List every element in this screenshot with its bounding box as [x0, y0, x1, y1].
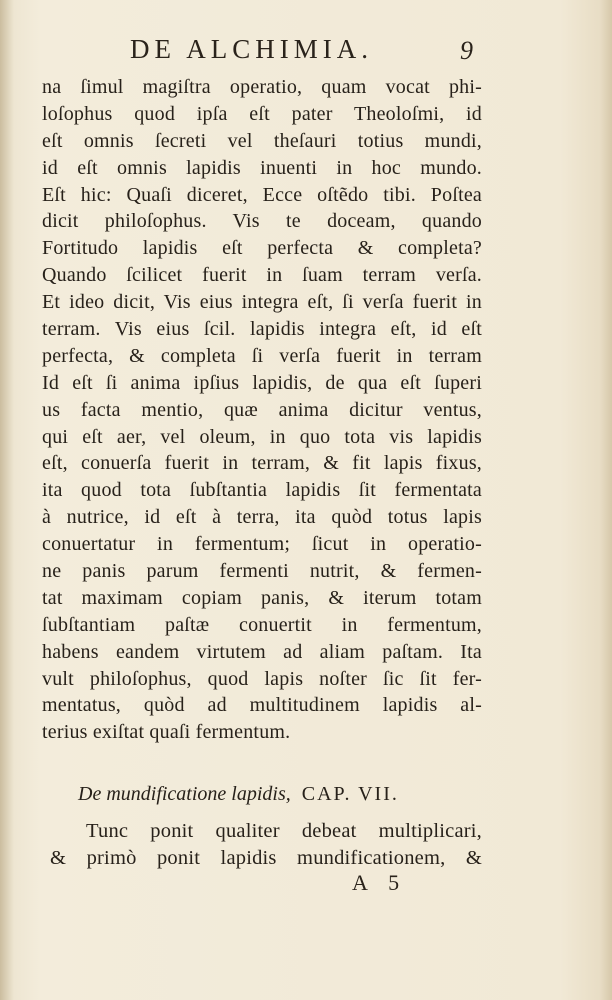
text-line: ſubſtantiam paſtæ conuertit in fermentum, [42, 613, 482, 636]
text-line: & primò ponit lapidis mundificationem, & [50, 847, 482, 869]
text-line: eſt, conuerſa fuerit in terram, & fit lapis fixus, [42, 452, 482, 475]
text-line: Et ideo dicit, Vis eius integra eſt, ſi verſa fuerit in [42, 291, 482, 314]
chapter-number: CAP. VII. [301, 783, 399, 805]
text-line: à nutrice, id eſt à terra, ita quòd totus lapis [42, 506, 482, 529]
text-line: mentatus, quòd ad multitudinem lapidis al- [42, 694, 482, 717]
chapter-title: De mundificatione lapidis, [78, 783, 291, 805]
text-line: loſophus quod ipſa eſt pater Theoloſmi, id [42, 102, 482, 125]
text-line: dicit philoſophus. Vis te doceam, quando [42, 210, 482, 233]
text-line: id eſt omnis lapidis inuenti in hoc mundo. [42, 156, 482, 179]
text-line: ne panis parum fermenti nutrit, & fermen- [42, 560, 482, 583]
text-line: tat maximam copiam panis, & iterum totam [42, 586, 482, 609]
page-header [0, 34, 612, 74]
text-line: Eſt hic: Quaſi diceret, Ecce oſtẽdo tibi. Poſtea [42, 183, 482, 206]
body-text [42, 74, 482, 746]
text-line: vult philoſophus, quod lapis noſter ſic ſit fer- [42, 667, 482, 690]
text-line: Quando ſcilicet fuerit in ſuam terram verſa. [42, 264, 482, 287]
running-head: DE ALCHIMIA. [130, 34, 373, 64]
text-line: na ſimul magiſtra operatio, quam vocat phi- [42, 76, 482, 98]
text-line: Tunc ponit qualiter debeat multiplicari, [86, 820, 482, 842]
chapter-heading [78, 780, 478, 808]
text-line: ita quod tota ſubſtantia lapidis ſit fermentata [42, 479, 482, 502]
text-line: Fortitudo lapidis eſt perfecta & completa? [42, 237, 482, 260]
text-line: Id eſt ſi anima ipſius lapidis, de qua eſt ſuperi [42, 371, 482, 394]
chapter-text [50, 818, 482, 872]
text-line: us facta mentio, quæ anima dicitur ventus, [42, 398, 482, 421]
text-line: perfecta, & completa ſi verſa fuerit in terram [42, 344, 482, 367]
text-line: terius exiſtat quaſi fermentum. [42, 721, 291, 744]
signature-mark: A 5 [352, 870, 408, 895]
text-line: habens eandem virtutem ad aliam paſtam. Ita [42, 640, 482, 663]
text-line: qui eſt aer, vel oleum, in quo tota vis lapidis [42, 425, 482, 448]
page-number: 9 [460, 36, 473, 65]
text-line: terram. Vis eius ſcil. lapidis integra eſt, id eſt [42, 318, 482, 341]
text-line: eſt omnis ſecreti vel theſauri totius mundi, [42, 129, 482, 152]
text-line: conuertatur in fermentum; ſicut in operatio- [42, 533, 482, 556]
